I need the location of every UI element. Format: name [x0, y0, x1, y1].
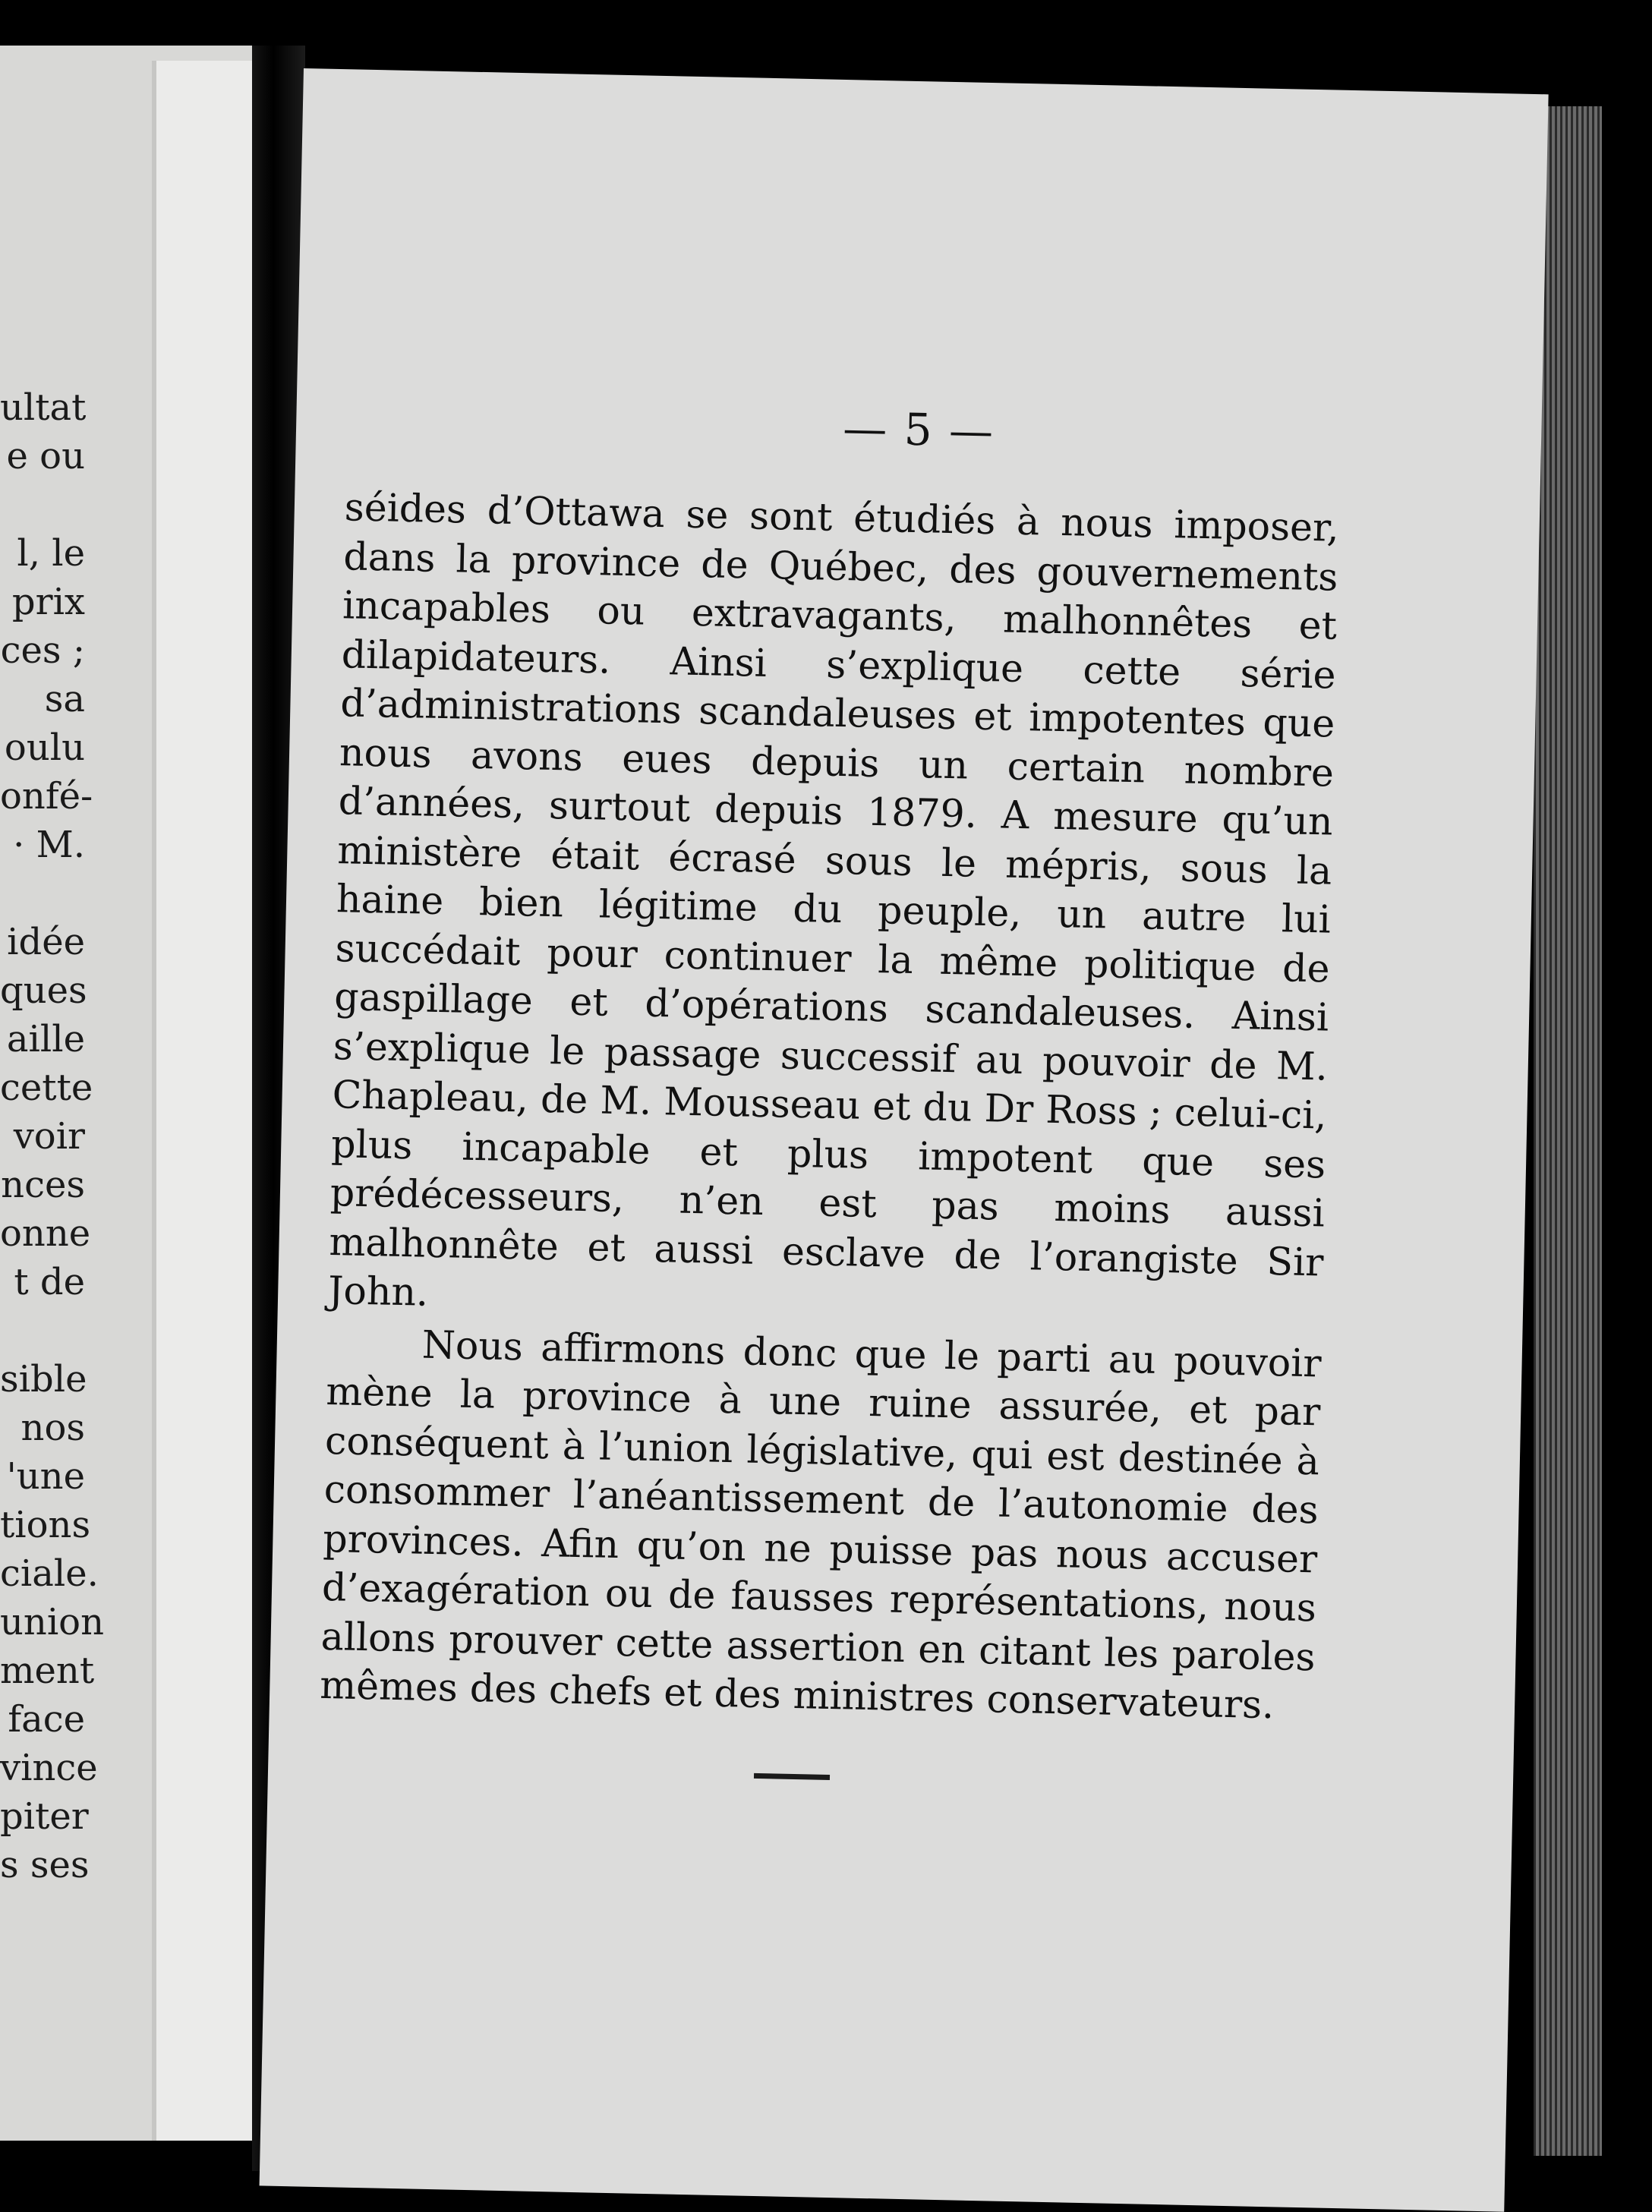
- previous-page-line: onne: [0, 1212, 91, 1255]
- paragraph-1: séides d’Ottawa se sont étudiés à nous imposer, dans la province de Québec, des gouvernements incapables ou extravagants, malhonnêtes et dilapidateurs. Ainsi s’explique cette série d’administrations scandaleuses et impotentes que nous avons eues depuis un certain nombre d’années, surtout depuis 1879. A mesure qu’un ministère était écrasé sous le mépris, sous la haine bien légitime du peuple, un autre lui succédait pour continuer la même politique de gaspillage et d’opérations scandaleuses. Ainsi s’explique le passage successif au pouvoir de M. Chapleau, de M. Mousseau et du Dr Ross ; celui-ci, plus incapable et plus impotent que ses prédécesseurs, n’en est pas moins aussi malhonnête et aussi esclave de l’orangiste Sir John.: [327, 484, 1340, 1315]
- previous-page-line: [0, 869, 85, 918]
- previous-page-line: sible: [0, 1358, 87, 1401]
- page-block-edge: [1534, 106, 1602, 2156]
- previous-page-line: face: [8, 1698, 85, 1741]
- previous-page-text-fragments: [0, 383, 104, 1889]
- previous-page-line: prix: [11, 581, 85, 623]
- previous-page-line: vince: [0, 1747, 98, 1789]
- previous-page-line: cette: [0, 1067, 93, 1109]
- previous-page-line: sa: [44, 678, 85, 720]
- previous-page-line: voir: [13, 1115, 85, 1158]
- previous-page-line: ciale.: [0, 1552, 99, 1595]
- previous-page-line: s ses: [0, 1844, 90, 1886]
- previous-page-line: l, le: [17, 532, 85, 575]
- page-number: — 5 —: [842, 402, 995, 458]
- previous-page-line: aille: [6, 1018, 85, 1060]
- previous-page-line: t de: [14, 1261, 85, 1303]
- current-page: [260, 68, 1549, 2212]
- previous-page-line: onfé-: [0, 775, 93, 818]
- previous-page-line: idée: [7, 921, 85, 963]
- previous-page-line: nces: [1, 1164, 85, 1206]
- previous-page-line: 'une: [6, 1455, 85, 1498]
- paragraph-2: Nous affirmons donc que le parti au pouvoir mène la province à une ruine assurée, et par conséquent à l’union législative, qui est destinée à consommer l’anéantissement de l’autonomie des provinces. Afin qu’on ne puisse pas nous accuser d’exagération ou de fausses représentations, nous allons prouver cette assertion en citant les paroles mêmes des chefs et des ministres conservateurs.: [319, 1322, 1323, 1728]
- previous-page-line: [0, 1306, 85, 1355]
- previous-page-line: ultat: [0, 386, 87, 429]
- previous-page-line: tions: [0, 1504, 91, 1546]
- previous-page-line: oulu: [4, 726, 85, 769]
- end-rule: [754, 1773, 830, 1780]
- previous-page-line: e ou: [6, 435, 85, 477]
- previous-page-line: ques: [0, 969, 87, 1012]
- previous-page-line: [0, 481, 85, 529]
- previous-page-margin: [152, 61, 255, 2141]
- previous-page-line: union: [0, 1601, 104, 1643]
- previous-page-line: · M.: [13, 824, 85, 866]
- previous-page-line: ces ;: [0, 629, 85, 672]
- page-body: [320, 483, 1340, 1731]
- previous-page-line: piter: [0, 1795, 89, 1838]
- previous-page-line: nos: [20, 1407, 85, 1449]
- previous-page-line: ment: [0, 1650, 95, 1692]
